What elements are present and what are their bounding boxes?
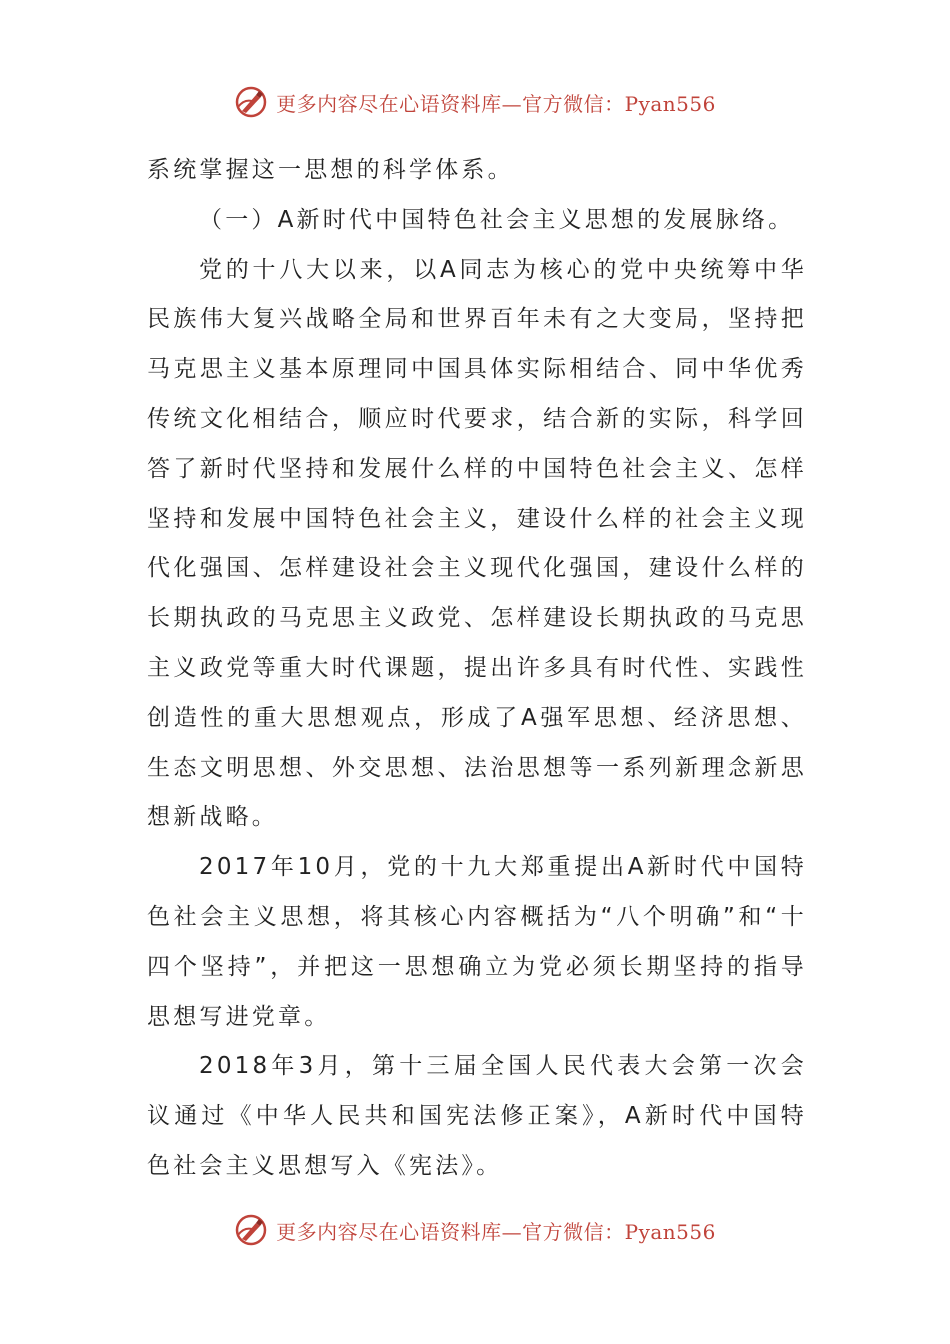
footer-banner-text: 更多内容尽在心语资料库—官方微信：Pyan556 xyxy=(276,1219,716,1244)
section-heading: （一）A新时代中国特色社会主义思想的发展脉络。 xyxy=(199,206,795,233)
document-body xyxy=(147,146,807,1192)
paragraph: 2018年3月，第十三届全国人民代表大会第一次会议通过《中华人民共和国宪法修正案》，A新时代中国特色社会主义思想写入《宪法》。 xyxy=(147,1053,807,1179)
pen-logo-icon xyxy=(234,85,268,119)
paragraph-continuation: 系统掌握这一思想的科学体系。 xyxy=(147,157,514,183)
paragraph: 党的十八大以来，以A同志为核心的党中央统筹中华民族伟大复兴战略全局和世界百年未有之大变局，坚持把马克思主义基本原理同中国具体实际相结合、同中华优秀传统文化相结合，顺应时代要求，结合新的实际，科学回答了新时代坚持和发展什么样的中国特色社会主义、怎样坚持和发展中国特色社会主义，建设什么样的社会主义现代化强国、怎样建设社会主义现代化强国，建设什么样的长期执政的马克思主义政党、怎样建设长期执政的马克思主义政党等重大时代课题，提出许多具有时代性、实践性创造性的重大思想观点，形成了A强军思想、经济思想、生态文明思想、外交思想、法治思想等一系列新理念新思想新战略。 xyxy=(147,256,807,831)
pen-logo-icon xyxy=(234,1213,268,1247)
header-banner-text: 更多内容尽在心语资料库—官方微信：Pyan556 xyxy=(276,91,716,116)
footer-banner xyxy=(0,1210,950,1250)
paragraph: 2017年10月，党的十九大郑重提出A新时代中国特色社会主义思想，将其核心内容概括为“八个明确”和“十四个坚持”，并把这一思想确立为党必须长期坚持的指导思想写进党章。 xyxy=(147,854,807,1030)
header-banner xyxy=(0,82,950,122)
